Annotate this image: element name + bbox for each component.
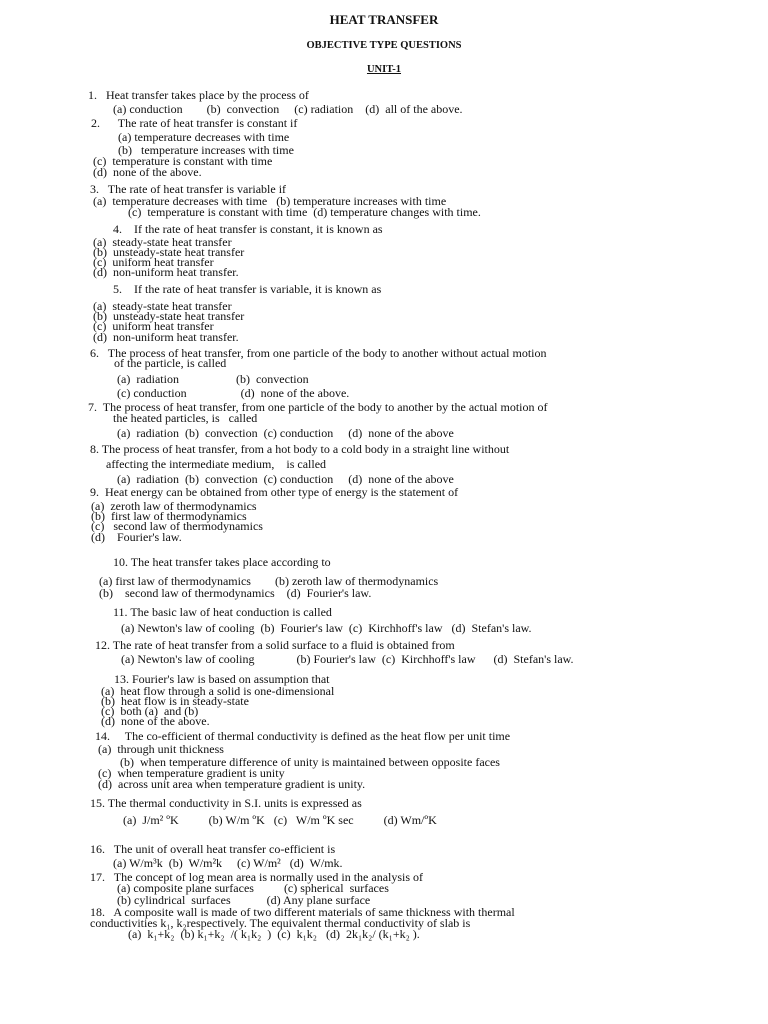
option-13c: (c) both (a) and (b)	[101, 704, 199, 718]
question-2: 2. The rate of heat transfer is constant if	[91, 116, 298, 130]
option-2d: (d) none of the above.	[93, 165, 202, 179]
option-9d: (d) Fourier's law.	[91, 530, 182, 544]
option-5b: (b) unsteady-state heat transfer	[93, 309, 245, 323]
doc-title: HEAT TRANSFER	[329, 12, 439, 27]
option-4a: (a) steady-state heat transfer	[93, 235, 232, 249]
option-14c: (c) when temperature gradient is unity	[98, 766, 285, 780]
options-18: (a) k₁+k₂ (b) k₁+k₂ /( k₁k₂ ) (c) k₁k₂ (d) 2k₁k₂/ (k₁+k₂ ).	[128, 927, 420, 941]
option-2c: (c) temperature is constant with time	[93, 154, 273, 168]
question-5: 5. If the rate of heat transfer is variable, it is known as	[113, 282, 382, 296]
options-3ab: (a) temperature decreases with time (b) temperature increases with time	[93, 194, 447, 208]
options-6ab: (a) radiation (b) convection	[117, 372, 309, 386]
question-17: 17. The concept of log mean area is normally used in the analysis of	[90, 870, 424, 884]
option-4c: (c) uniform heat transfer	[93, 255, 214, 269]
options-11: (a) Newton's law of cooling (b) Fourier's law (c) Kirchhoff's law (d) Stefan's law.	[121, 621, 532, 635]
question-14: 14. The co-efficient of thermal conductivity is defined as the heat flow per unit time	[95, 729, 511, 743]
question-7: 7. The process of heat transfer, from one particle of the body to another by the actual motion of	[88, 400, 548, 414]
option-14a: (a) through unit thickness	[98, 742, 224, 756]
question-8-cont: affecting the intermediate medium, is called	[106, 457, 327, 471]
option-13d: (d) none of the above.	[101, 714, 210, 728]
option-13b: (b) heat flow is in steady-state	[101, 694, 249, 708]
options-8: (a) radiation (b) convection (c) conduction (d) none of the above	[117, 472, 454, 486]
question-12: 12. The rate of heat transfer from a solid surface to a fluid is obtained from	[95, 638, 455, 652]
question-10: 10. The heat transfer takes place according to	[113, 555, 331, 569]
option-2a: (a) temperature decreases with time	[118, 130, 290, 144]
options-16: (a) W/m³k (b) W/m²k (c) W/m² (d) W/mk.	[113, 856, 343, 870]
options-7: (a) radiation (b) convection (c) conduction (d) none of the above	[117, 426, 454, 440]
question-13: 13. Fourier's law is based on assumption that	[114, 672, 330, 686]
option-4b: (b) unsteady-state heat transfer	[93, 245, 245, 259]
question-8: 8. The process of heat transfer, from a hot body to a cold body in a straight line without	[90, 442, 510, 456]
unit-heading: UNIT-1	[366, 64, 402, 75]
options-15: (a) J/m² ºK (b) W/m ºK (c) W/m ºK sec (d) Wm/ºK	[123, 813, 437, 827]
option-14d: (d) across unit area when temperature gradient is unity.	[98, 777, 366, 791]
options-1: (a) conduction (b) convection (c) radiation (d) all of the above.	[113, 102, 463, 116]
options-17ac: (a) composite plane surfaces (c) spherical surfaces	[117, 881, 389, 895]
option-9a: (a) zeroth law of thermodynamics	[91, 499, 257, 513]
option-2b: (b) temperature increases with time	[118, 143, 294, 157]
question-6-cont: of the particle, is called	[114, 356, 227, 370]
question-3: 3. The rate of heat transfer is variable if	[90, 182, 287, 196]
options-12: (a) Newton's law of cooling (b) Fourier's law (c) Kirchhoff's law (d) Stefan's law.	[121, 652, 574, 666]
question-18: 18. A composite wall is made of two different materials of same thickness with thermal	[90, 905, 515, 919]
question-6: 6. The process of heat transfer, from one particle of the body to another without actual motion	[90, 346, 547, 360]
question-11: 11. The basic law of heat conduction is called	[113, 605, 332, 619]
option-5d: (d) non-uniform heat transfer.	[93, 330, 239, 344]
option-9c: (c) second law of thermodynamics	[91, 519, 263, 533]
option-5a: (a) steady-state heat transfer	[93, 299, 232, 313]
question-18-cont: conductivities k₁, k₂respectively. The equivalent thermal conductivity of slab is	[90, 916, 471, 930]
question-1: 1. Heat transfer takes place by the process of	[88, 88, 309, 102]
options-6cd: (c) conduction (d) none of the above.	[117, 386, 350, 400]
option-13a: (a) heat flow through a solid is one-dimensional	[101, 684, 335, 698]
question-4: 4. If the rate of heat transfer is constant, it is known as	[113, 222, 383, 236]
question-15: 15. The thermal conductivity in S.I. units is expressed as	[90, 796, 362, 810]
options-3cd: (c) temperature is constant with time (d) temperature changes with time.	[128, 205, 481, 219]
options-17bd: (b) cylindrical surfaces (d) Any plane surface	[117, 893, 371, 907]
doc-subtitle: OBJECTIVE TYPE QUESTIONS	[306, 40, 462, 51]
option-9b: (b) first law of thermodynamics	[91, 509, 247, 523]
options-10cd: (b) second law of thermodynamics (d) Fourier's law.	[99, 586, 372, 600]
option-4d: (d) non-uniform heat transfer.	[93, 265, 239, 279]
question-16: 16. The unit of overall heat transfer co-efficient is	[90, 842, 336, 856]
question-7-cont: the heated particles, is called	[113, 411, 258, 425]
option-14b: (b) when temperature difference of unity is maintained between opposite faces	[120, 755, 500, 769]
option-5c: (c) uniform heat transfer	[93, 319, 214, 333]
question-9: 9. Heat energy can be obtained from other type of energy is the statement of	[90, 485, 459, 499]
options-10ab: (a) first law of thermodynamics (b) zeroth law of thermodynamics	[99, 574, 439, 588]
